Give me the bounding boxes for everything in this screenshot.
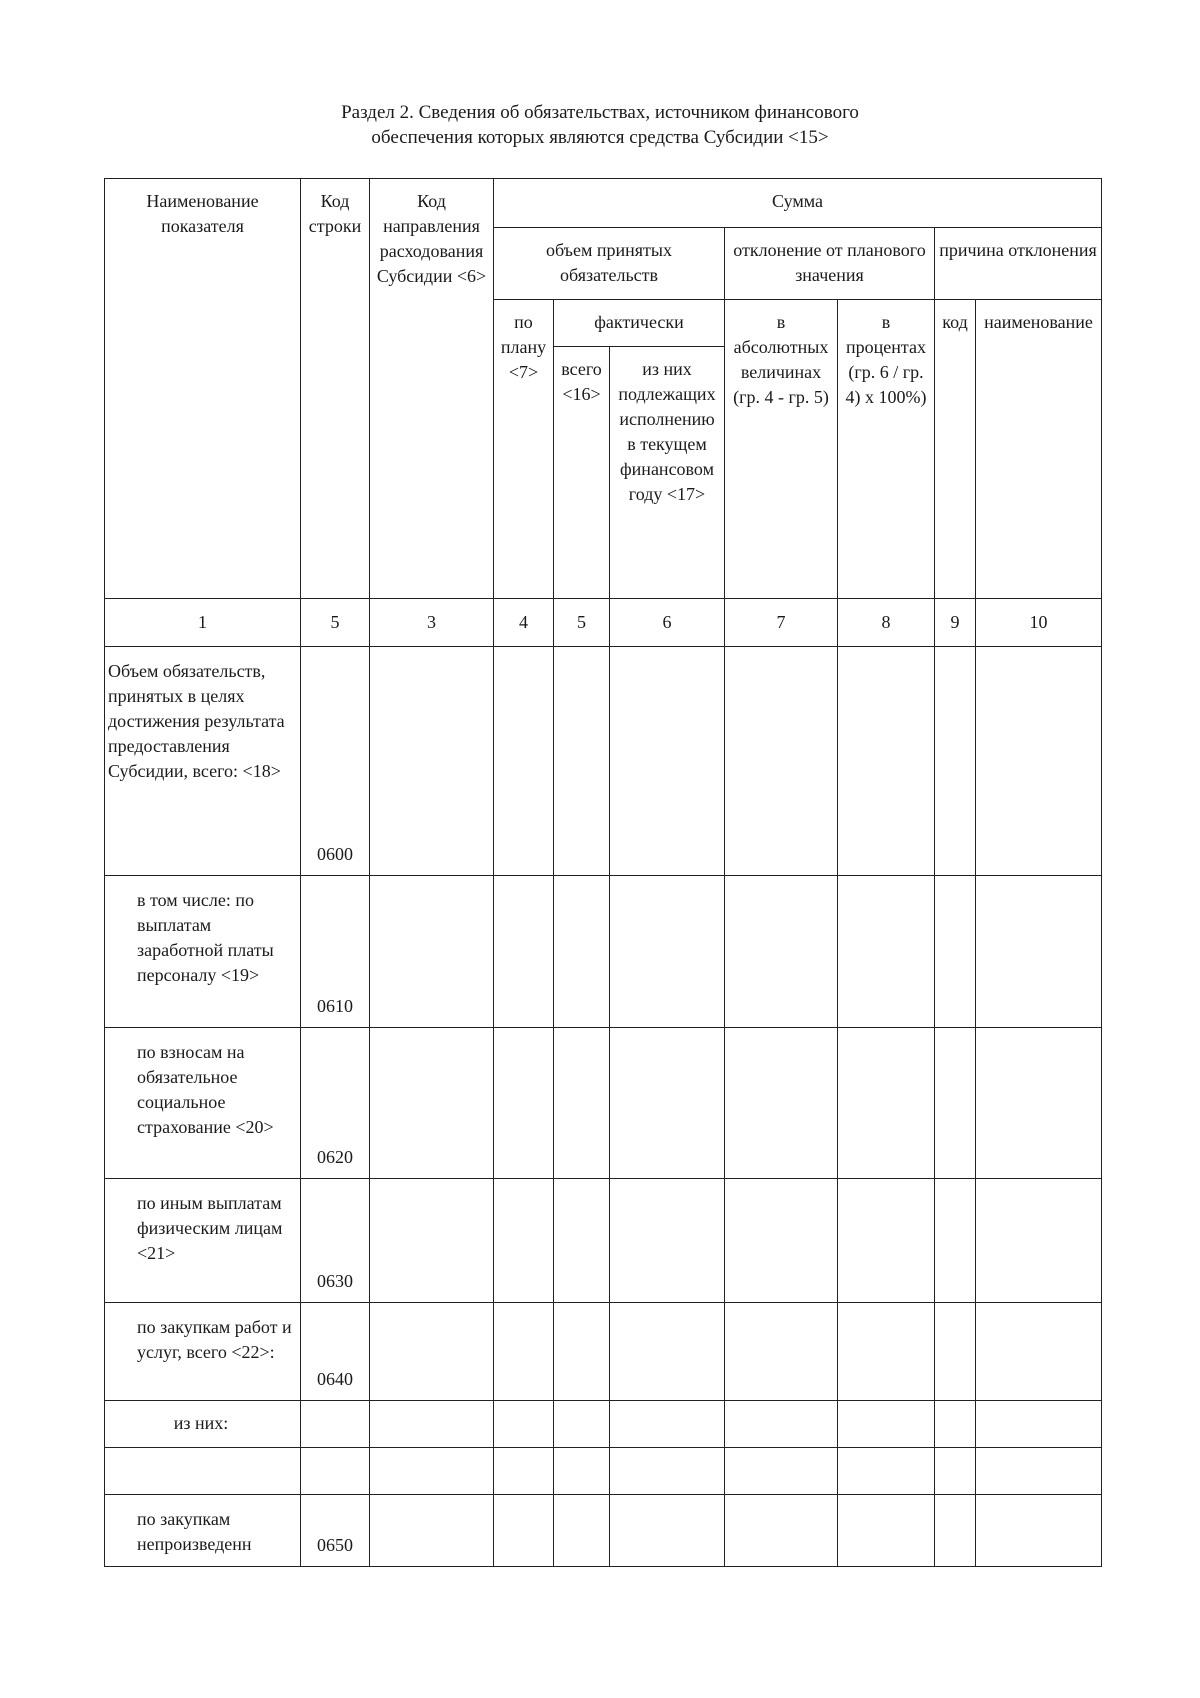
header-current-year: из них подлежащих исполнению в текущем финансовом году <17> bbox=[610, 347, 725, 599]
row-code: 0600 bbox=[301, 647, 370, 876]
data-cell bbox=[725, 1495, 838, 1567]
data-cell bbox=[725, 1401, 838, 1448]
row-code: 0650 bbox=[301, 1495, 370, 1567]
data-cell bbox=[935, 1179, 976, 1303]
header-line-code: Код строки bbox=[301, 179, 370, 599]
data-cell bbox=[725, 1028, 838, 1179]
data-cell bbox=[935, 876, 976, 1028]
data-cell bbox=[494, 1401, 554, 1448]
data-cell bbox=[838, 1179, 935, 1303]
header-name: Наименование показателя bbox=[105, 179, 301, 599]
data-cell bbox=[725, 1179, 838, 1303]
data-cell bbox=[935, 1028, 976, 1179]
row-code bbox=[301, 1401, 370, 1448]
data-cell bbox=[554, 1401, 610, 1448]
table-row bbox=[105, 1495, 1102, 1567]
data-cell bbox=[370, 647, 494, 876]
data-cell bbox=[494, 647, 554, 876]
data-cell bbox=[976, 647, 1102, 876]
table-row bbox=[105, 1448, 1102, 1495]
column-number: 6 bbox=[610, 599, 725, 647]
row-code bbox=[301, 1448, 370, 1495]
data-cell bbox=[370, 1495, 494, 1567]
row-name: по взносам на обязательное социальное страхование <20> bbox=[105, 1028, 301, 1179]
row-code: 0630 bbox=[301, 1179, 370, 1303]
data-cell bbox=[370, 1179, 494, 1303]
obligations-table bbox=[104, 178, 1102, 1567]
row-code: 0610 bbox=[301, 876, 370, 1028]
data-cell bbox=[976, 1303, 1102, 1401]
column-number: 8 bbox=[838, 599, 935, 647]
data-cell bbox=[838, 1401, 935, 1448]
data-cell bbox=[838, 1495, 935, 1567]
data-cell bbox=[976, 1448, 1102, 1495]
table-row bbox=[105, 1303, 1102, 1401]
data-cell bbox=[370, 1028, 494, 1179]
data-cell bbox=[725, 876, 838, 1028]
data-cell bbox=[370, 1448, 494, 1495]
data-cell bbox=[494, 1448, 554, 1495]
data-cell bbox=[610, 647, 725, 876]
row-code: 0620 bbox=[301, 1028, 370, 1179]
data-cell bbox=[725, 1448, 838, 1495]
column-number: 4 bbox=[494, 599, 554, 647]
data-cell bbox=[610, 1028, 725, 1179]
data-cell bbox=[494, 1028, 554, 1179]
data-cell bbox=[554, 1303, 610, 1401]
column-number: 10 bbox=[976, 599, 1102, 647]
row-code: 0640 bbox=[301, 1303, 370, 1401]
header-by-plan: по плану <7> bbox=[494, 300, 554, 599]
data-cell bbox=[976, 1179, 1102, 1303]
data-cell bbox=[554, 647, 610, 876]
data-cell bbox=[370, 1401, 494, 1448]
data-cell bbox=[935, 1401, 976, 1448]
header-deviation: отклонение от планового значения bbox=[725, 228, 935, 300]
data-cell bbox=[554, 876, 610, 1028]
header-abs-values: в абсолютных величинах (гр. 4 - гр. 5) bbox=[725, 300, 838, 599]
table-row bbox=[105, 1028, 1102, 1179]
data-cell bbox=[610, 1448, 725, 1495]
data-cell bbox=[554, 1179, 610, 1303]
data-cell bbox=[610, 876, 725, 1028]
data-cell bbox=[610, 1303, 725, 1401]
data-cell bbox=[976, 1401, 1102, 1448]
data-cell bbox=[494, 1495, 554, 1567]
data-cell bbox=[935, 1448, 976, 1495]
page-title bbox=[0, 100, 1200, 150]
data-cell bbox=[610, 1495, 725, 1567]
row-name bbox=[105, 1448, 301, 1495]
data-cell bbox=[494, 1303, 554, 1401]
table-row bbox=[105, 1401, 1102, 1448]
data-cell bbox=[976, 1028, 1102, 1179]
data-cell bbox=[554, 1448, 610, 1495]
data-cell bbox=[494, 1179, 554, 1303]
row-name: по иным выплатам физическим лицам <21> bbox=[105, 1179, 301, 1303]
header-reason: причина отклонения bbox=[935, 228, 1102, 300]
data-cell bbox=[838, 1028, 935, 1179]
table-row bbox=[105, 876, 1102, 1028]
column-number: 5 bbox=[554, 599, 610, 647]
data-cell bbox=[494, 876, 554, 1028]
data-cell bbox=[976, 1495, 1102, 1567]
data-cell bbox=[838, 876, 935, 1028]
header-direction-code: Код направления расходования Субсидии <6> bbox=[370, 179, 494, 599]
header-total: всего <16> bbox=[554, 347, 610, 599]
data-cell bbox=[554, 1028, 610, 1179]
data-cell bbox=[725, 647, 838, 876]
data-cell bbox=[725, 1303, 838, 1401]
header-actual: фактически bbox=[554, 300, 725, 347]
row-name: по закупкам непроизведенн bbox=[105, 1495, 301, 1567]
data-cell bbox=[935, 1495, 976, 1567]
column-number: 3 bbox=[370, 599, 494, 647]
data-cell bbox=[610, 1179, 725, 1303]
row-name: Объем обязательств, принятых в целях достижения результата предоставления Субсидии, всего: <18> bbox=[105, 647, 301, 876]
header-reason-name: наименование bbox=[976, 300, 1102, 599]
column-numbers-row bbox=[105, 599, 1102, 647]
data-cell bbox=[838, 1448, 935, 1495]
data-cell bbox=[610, 1401, 725, 1448]
row-name: по закупкам работ и услуг, всего <22>: bbox=[105, 1303, 301, 1401]
header-volume-accepted: объем принятых обязательств bbox=[494, 228, 725, 300]
title-line-2: обеспечения которых являются средства Субсидии <15> bbox=[371, 127, 829, 148]
data-cell bbox=[370, 876, 494, 1028]
column-number: 1 bbox=[105, 599, 301, 647]
row-name: из них: bbox=[105, 1401, 301, 1448]
data-cell bbox=[838, 1303, 935, 1401]
table-row bbox=[105, 647, 1102, 876]
title-line-1: Раздел 2. Сведения об обязательствах, источником финансового bbox=[341, 102, 859, 123]
data-cell bbox=[554, 1495, 610, 1567]
header-sum: Сумма bbox=[494, 179, 1102, 228]
column-number: 5 bbox=[301, 599, 370, 647]
header-percent: в процентах (гр. 6 / гр. 4) x 100%) bbox=[838, 300, 935, 599]
header-reason-code: код bbox=[935, 300, 976, 599]
data-cell bbox=[935, 647, 976, 876]
data-cell bbox=[976, 876, 1102, 1028]
table-row bbox=[105, 1179, 1102, 1303]
column-number: 9 bbox=[935, 599, 976, 647]
data-cell bbox=[935, 1303, 976, 1401]
column-number: 7 bbox=[725, 599, 838, 647]
data-cell bbox=[370, 1303, 494, 1401]
row-name: в том числе: по выплатам заработной платы персоналу <19> bbox=[105, 876, 301, 1028]
data-cell bbox=[838, 647, 935, 876]
